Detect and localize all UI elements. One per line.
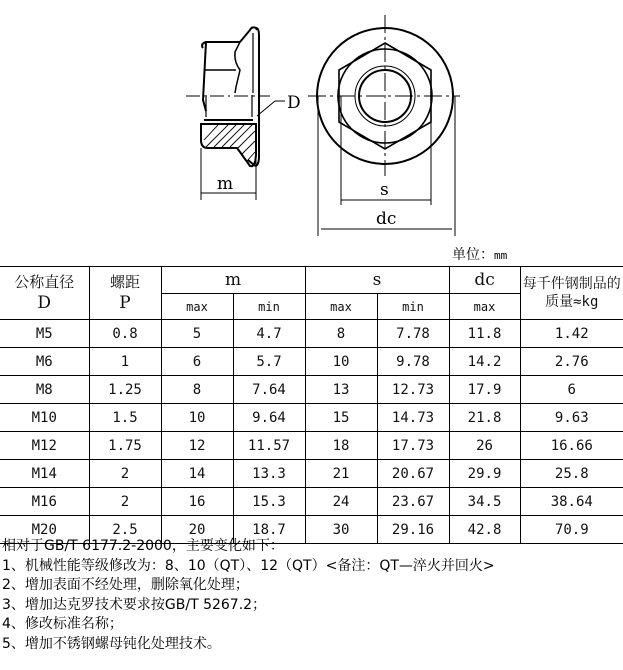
notes-intro: 相对于GB/T 6177.2-2000，主要变化如下： <box>2 538 284 554</box>
table-row <box>0 404 623 432</box>
label-D: D <box>287 93 301 113</box>
label-m: m <box>217 174 234 194</box>
note-item: 2、增加表面不经处理，删除氧化处理； <box>2 577 249 593</box>
cell-m-max: 14 <box>161 460 233 488</box>
cell-dc-max: 26 <box>449 432 520 460</box>
cell-mass: 70.9 <box>520 516 623 544</box>
cell-m-max: 8 <box>161 376 233 404</box>
cell-D: M20 <box>0 516 89 544</box>
cell-s-min: 23.67 <box>377 488 449 516</box>
cell-s-min: 29.16 <box>377 516 449 544</box>
cell-dc-max: 17.9 <box>449 376 520 404</box>
header-m-min: min <box>233 294 305 320</box>
table-row <box>0 376 623 404</box>
cell-s-max: 15 <box>305 404 377 432</box>
cell-mass: 1.42 <box>520 320 623 348</box>
cell-m-min: 15.3 <box>233 488 305 516</box>
cell-mass: 6 <box>520 376 623 404</box>
cell-mass: 9.63 <box>520 404 623 432</box>
cell-s-max: 13 <box>305 376 377 404</box>
label-dc: dc <box>376 209 397 229</box>
note-item: 1、机械性能等级修改为：8、10（QT）、12（QT）<备注：QT—淬火并回火> <box>2 557 495 574</box>
cell-m-min: 7.64 <box>233 376 305 404</box>
cell-mass: 38.64 <box>520 488 623 516</box>
side-view <box>186 27 285 200</box>
cell-P: 0.8 <box>89 320 161 348</box>
note-item: 4、修改标准名称； <box>2 616 123 632</box>
cell-m-max: 10 <box>161 404 233 432</box>
cell-m-max: 5 <box>161 320 233 348</box>
cell-dc-max: 42.8 <box>449 516 520 544</box>
cell-s-max: 18 <box>305 432 377 460</box>
header-s-max: max <box>305 294 377 320</box>
label-s: s <box>380 180 389 200</box>
cell-mass: 25.8 <box>520 460 623 488</box>
cell-P: 2 <box>89 460 161 488</box>
cell-m-max: 6 <box>161 348 233 376</box>
table-row <box>0 488 623 516</box>
cell-P: 1.5 <box>89 404 161 432</box>
cell-D: M14 <box>0 460 89 488</box>
cell-s-max: 8 <box>305 320 377 348</box>
cell-s-min: 7.78 <box>377 320 449 348</box>
cell-m-min: 11.57 <box>233 432 305 460</box>
cell-P: 1 <box>89 348 161 376</box>
cell-D: M12 <box>0 432 89 460</box>
cell-m-max: 20 <box>161 516 233 544</box>
cell-s-min: 12.73 <box>377 376 449 404</box>
cell-D: M6 <box>0 348 89 376</box>
header-dc: dc <box>449 267 520 294</box>
cell-mass: 2.76 <box>520 348 623 376</box>
flange-nut-drawing <box>0 0 623 240</box>
cell-s-min: 20.67 <box>377 460 449 488</box>
cell-P: 1.25 <box>89 376 161 404</box>
cell-m-min: 18.7 <box>233 516 305 544</box>
cell-s-max: 10 <box>305 348 377 376</box>
cell-m-min: 5.7 <box>233 348 305 376</box>
flange-nut-spec-table <box>0 266 623 544</box>
header-m-max: max <box>161 294 233 320</box>
header-s: s <box>305 267 449 294</box>
header-pitch: 螺距 P <box>89 267 161 320</box>
unit-prefix: 单位： <box>452 247 494 263</box>
table-row <box>0 348 623 376</box>
cell-mass: 16.66 <box>520 432 623 460</box>
table-body <box>0 320 623 544</box>
header-mass: 每千件钢制品的 质量≈kg <box>520 267 623 320</box>
cell-D: M10 <box>0 404 89 432</box>
cell-D: M8 <box>0 376 89 404</box>
cell-s-min: 9.78 <box>377 348 449 376</box>
table-row <box>0 432 623 460</box>
cell-P: 2 <box>89 488 161 516</box>
cell-P: 1.75 <box>89 432 161 460</box>
note-item: 3、增加达克罗技术要求按GB/T 5267.2； <box>2 596 267 613</box>
unit-value: mm <box>494 249 508 262</box>
cell-dc-max: 11.8 <box>449 320 520 348</box>
cell-dc-max: 14.2 <box>449 348 520 376</box>
header-row-1 <box>0 267 623 294</box>
revision-notes <box>2 537 622 654</box>
cell-D: M5 <box>0 320 89 348</box>
table-row <box>0 460 623 488</box>
cell-s-min: 14.73 <box>377 404 449 432</box>
header-m: m <box>161 267 305 294</box>
note-item: 5、增加不锈钢螺母钝化处理技术。 <box>2 635 221 652</box>
top-view <box>308 15 460 236</box>
header-s-min: min <box>377 294 449 320</box>
cell-dc-max: 34.5 <box>449 488 520 516</box>
header-nominal-diameter: 公称直径 D <box>0 267 89 320</box>
cell-m-min: 4.7 <box>233 320 305 348</box>
unit-label <box>452 247 507 264</box>
cell-s-max: 30 <box>305 516 377 544</box>
cell-dc-max: 21.8 <box>449 404 520 432</box>
cell-s-max: 21 <box>305 460 377 488</box>
cell-m-max: 12 <box>161 432 233 460</box>
cell-m-min: 9.64 <box>233 404 305 432</box>
header-dc-max: max <box>449 294 520 320</box>
cell-m-max: 16 <box>161 488 233 516</box>
table-row <box>0 320 623 348</box>
cell-D: M16 <box>0 488 89 516</box>
cell-s-max: 24 <box>305 488 377 516</box>
cell-m-min: 13.3 <box>233 460 305 488</box>
cell-s-min: 17.73 <box>377 432 449 460</box>
cell-dc-max: 29.9 <box>449 460 520 488</box>
cell-P: 2.5 <box>89 516 161 544</box>
